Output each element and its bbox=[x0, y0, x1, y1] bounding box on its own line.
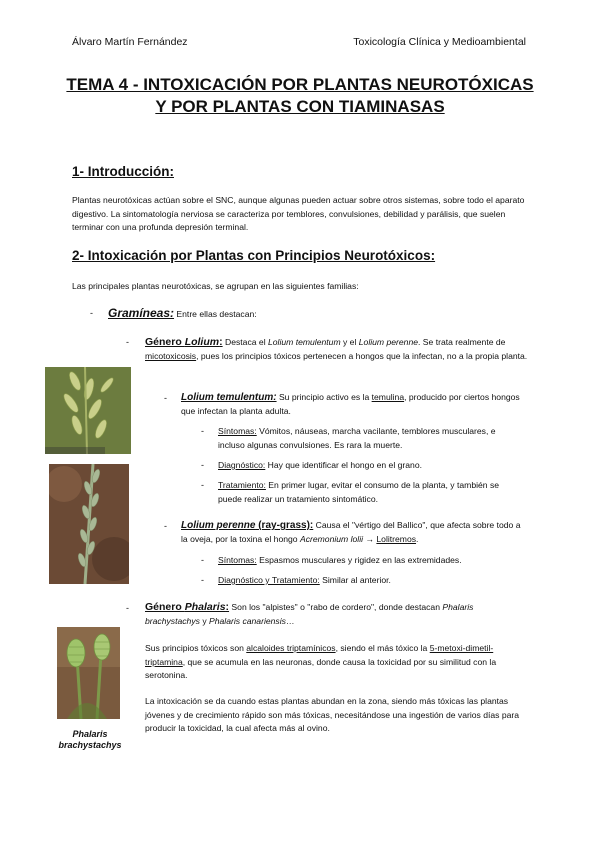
perenne-text: . bbox=[416, 533, 419, 544]
bullet-dash: - bbox=[90, 308, 93, 318]
phalaris-label-pre: Género bbox=[145, 601, 185, 613]
phalaris-caption: Phalaris brachystachys bbox=[58, 729, 122, 750]
gramineas-label: Gramíneas: bbox=[108, 306, 175, 320]
sintomas-label: Síntomas: bbox=[218, 426, 257, 436]
section-2-heading: 2- Intoxicación por Plantas con Principios Neurotóxicos: bbox=[72, 248, 436, 263]
temulentum-text: Su principio activo es la bbox=[276, 392, 372, 402]
lolitremos-term: Lolitremos bbox=[376, 533, 417, 544]
phalaris-canariensis-ref: Phalaris canariensis bbox=[209, 615, 286, 626]
section-1-body: Plantas neurotóxicas actúan sobre el SNC, aunque algunas pueden actuar sobre otros sistemas, sobre todo el aparato digestivo. La sintomatología nerviosa se caracteriza por temblores, convulsiones, debilidad y parálisis, que suelen terminar con una profunda depresión terminal. bbox=[72, 195, 525, 232]
phalaris-label-post: : bbox=[225, 601, 230, 613]
temulentum-label: Lolium temulentum: bbox=[181, 392, 277, 403]
perenne-arrow: → bbox=[363, 533, 377, 544]
lolium-perenne-photo bbox=[49, 464, 129, 584]
header-subject: Toxicología Clínica y Medioambiental bbox=[353, 36, 526, 48]
phalaris-text: y bbox=[199, 615, 210, 626]
alcaloides-term: alcaloides triptamínicos bbox=[246, 643, 336, 653]
bullet-dash: - bbox=[201, 555, 204, 565]
temulentum-tratamiento bbox=[218, 479, 523, 506]
lolium-text: , pues los principios tóxicos pertenecen a hongos que la infectan, no a la propia planta. bbox=[196, 350, 528, 361]
perenne-label: Lolium perenne bbox=[181, 520, 256, 531]
perenne-label-suffix: (ray-grass): bbox=[255, 520, 314, 531]
temulentum-paragraph bbox=[181, 391, 526, 418]
temulentum-text: , producido por ciertos hongos que infectan la planta adulta. bbox=[181, 392, 520, 416]
diagnostico-text: Hay que identificar el hongo en el grano. bbox=[265, 460, 422, 470]
perenne-paragraph bbox=[181, 519, 526, 546]
diagnostico-tratamiento-label: Diagnóstico y Tratamiento: bbox=[218, 575, 320, 585]
diagnostico-tratamiento-text: Similar al anterior. bbox=[319, 575, 391, 585]
lolium-label-genus: Lolium bbox=[184, 336, 220, 348]
lolium-temulentum-photo bbox=[45, 367, 131, 454]
phalaris-text: … bbox=[285, 615, 295, 626]
section-2-intro: Las principales plantas neurotóxicas, se agrupan en las siguientes familias: bbox=[72, 281, 359, 291]
phalaris-p2-text: , que se acumula en las neuronas, donde causa la toxicidad por su similitud con la serotonina. bbox=[145, 656, 497, 680]
bullet-dash: - bbox=[164, 521, 167, 531]
lolium-label-pre: Género bbox=[145, 336, 185, 348]
sintomas-text: Espasmos musculares y rigidez en las extremidades. bbox=[256, 555, 462, 565]
perenne-sintomas bbox=[218, 554, 523, 568]
bullet-dash: - bbox=[201, 575, 204, 585]
bullet-dash: - bbox=[164, 393, 167, 403]
diagnostico-label: Diagnóstico: bbox=[218, 460, 266, 470]
lolium-temulentum-ref: Lolium temulentum bbox=[268, 337, 341, 347]
phalaris-p2-text: Sus principios tóxicos son bbox=[145, 643, 247, 653]
bullet-dash: - bbox=[201, 426, 204, 436]
sintomas-text: Vómitos, náuseas, marcha vacilante, temblores musculares, e incluso algunas convulsiones. Es rara la muerte. bbox=[218, 426, 496, 450]
temulina-term: temulina bbox=[371, 392, 405, 402]
lolium-paragraph bbox=[145, 336, 530, 363]
phalaris-label-genus: Phalaris bbox=[184, 601, 226, 613]
bullet-dash: - bbox=[201, 460, 204, 470]
phalaris-text: Son los "alpistes" o "rabo de cordero", donde destacan bbox=[229, 602, 443, 612]
phalaris-paragraph bbox=[145, 601, 530, 628]
tratamiento-label: Tratamiento: bbox=[218, 480, 266, 490]
phalaris-photo bbox=[57, 627, 120, 719]
lolium-text: y el bbox=[340, 337, 359, 347]
lolium-perenne-ref: Lolium perenne bbox=[358, 337, 419, 347]
header-author: Álvaro Martín Fernández bbox=[72, 36, 188, 48]
acremonium-ref: Acremonium lolii bbox=[299, 533, 364, 544]
bullet-dash: - bbox=[126, 337, 129, 347]
bullet-dash: - bbox=[201, 480, 204, 490]
perenne-diagnostico bbox=[218, 574, 523, 588]
gramineas-text: Entre ellas destacan: bbox=[174, 309, 257, 319]
metoxi-term: 5-metoxi-dimetil-triptamina bbox=[145, 643, 494, 667]
temulentum-diagnostico bbox=[218, 459, 523, 473]
micotoxicosis-term: micotoxicosis bbox=[145, 350, 197, 361]
section-1-heading: 1- Introducción: bbox=[72, 164, 174, 179]
gramineas-item bbox=[108, 306, 257, 322]
lolium-text: Destaca el bbox=[222, 337, 268, 347]
phalaris-intoxication-paragraph: La intoxicación se da cuando estas plantas abundan en la zona, siendo más tóxicas las plantas jóvenes y de crecimiento rápido son más tóxicas, necesitándose una ingestión de varios días para producir la toxicidad, la cual afecta más al ovino. bbox=[145, 696, 520, 733]
tratamiento-text: En primer lugar, evitar el consumo de la planta, y también se puede realizar un tratamiento sintomático. bbox=[218, 480, 500, 504]
sintomas-label: Síntomas: bbox=[218, 555, 257, 565]
lolium-label-post: : bbox=[219, 336, 223, 348]
phalaris-brachystachys-ref: Phalaris brachystachys bbox=[145, 602, 474, 626]
lolium-text: . Se trata realmente de bbox=[418, 337, 506, 347]
bullet-dash: - bbox=[126, 603, 129, 613]
temulentum-sintomas bbox=[218, 425, 523, 452]
phalaris-p2-text: , siendo el más tóxico la bbox=[335, 643, 430, 653]
page-title: TEMA 4 - INTOXICACIÓN POR PLANTAS NEUROTÓXICAS Y POR PLANTAS CON TIAMINASAS bbox=[66, 75, 534, 116]
perenne-text: Causa el "vértigo del Ballico", que afecta sobre todo a la oveja, por la toxina el hongo bbox=[181, 520, 521, 544]
phalaris-principles-paragraph bbox=[145, 642, 530, 683]
